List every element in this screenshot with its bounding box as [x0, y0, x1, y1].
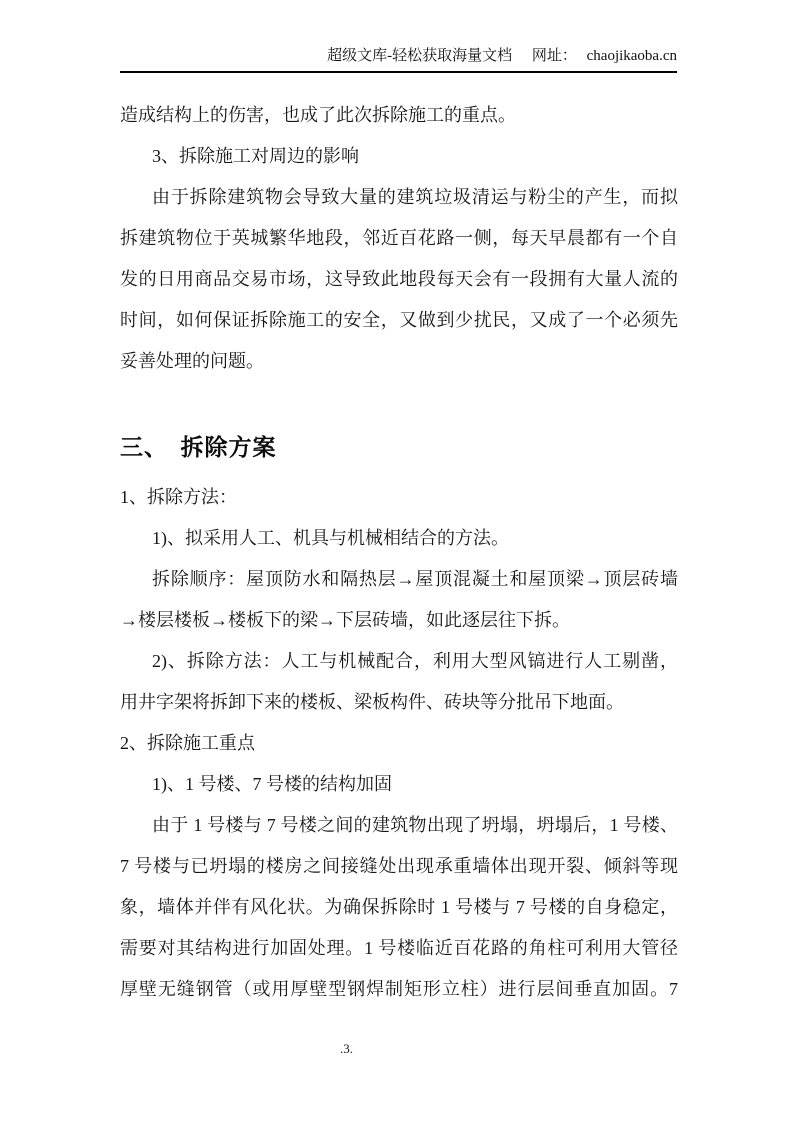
page-header	[120, 46, 677, 66]
body-line: 时间，如何保证拆除施工的安全，又做到少扰民，又成了一个必须先	[120, 310, 678, 330]
body-line: 2)、拆除方法：人工与机械配合，利用大型风镐进行人工剔凿，	[152, 651, 678, 671]
body-line: 妥善处理的问题。	[120, 351, 264, 371]
body-line: 由于 1 号楼与 7 号楼之间的建筑物出现了坍塌，坍塌后，1 号楼、	[152, 815, 678, 835]
body-line: 1)、拟采用人工、机具与机械相结合的方法。	[152, 528, 509, 548]
page-number: .3.	[340, 1041, 353, 1056]
header-divider	[120, 71, 677, 73]
header-slogan: 超级文库-轻松获取海量文档	[327, 48, 513, 64]
body-line: 需要对其结构进行加固处理。1 号楼临近百花路的角柱可利用大管径	[120, 938, 678, 958]
body-line: 3、拆除施工对周边的影响	[152, 146, 359, 166]
header-url-label: 网址：	[531, 48, 577, 64]
body-line: 1)、1 号楼、7 号楼的结构加固	[152, 774, 392, 794]
body-line: 拆建筑物位于英城繁华地段，邻近百花路一侧，每天早晨都有一个自	[120, 228, 678, 248]
body-line: 用井字架将拆卸下来的楼板、梁板构件、砖块等分批吊下地面。	[120, 692, 624, 712]
body-line: 2、拆除施工重点	[120, 733, 255, 753]
body-line: 由于拆除建筑物会导致大量的建筑垃圾清运与粉尘的产生，而拟	[152, 187, 678, 207]
body-line: 发的日用商品交易市场，这导致此地段每天会有一段拥有大量人流的	[120, 269, 678, 289]
body-line: 7 号楼与已坍塌的楼房之间接缝处出现承重墙体出现开裂、倾斜等现	[120, 856, 678, 876]
document-body	[120, 95, 678, 1010]
header-url: chaojikaoba.cn	[586, 48, 677, 64]
section-heading: 三、 拆除方案	[120, 435, 277, 460]
body-line: 象，墙体并伴有风化状。为确保拆除时 1 号楼与 7 号楼的自身稳定，	[120, 897, 678, 917]
body-line: 造成结构上的伤害，也成了此次拆除施工的重点。	[120, 105, 516, 125]
body-line: →楼层楼板→楼板下的梁→下层砖墙，如此逐层往下拆。	[120, 610, 570, 630]
body-line: 厚壁无缝钢管（或用厚壁型钢焊制矩形立柱）进行层间垂直加固。7	[120, 979, 678, 999]
body-line: 1、拆除方法：	[120, 487, 237, 507]
body-line: 拆除顺序：屋顶防水和隔热层→屋顶混凝土和屋顶梁→顶层砖墙	[152, 569, 678, 589]
